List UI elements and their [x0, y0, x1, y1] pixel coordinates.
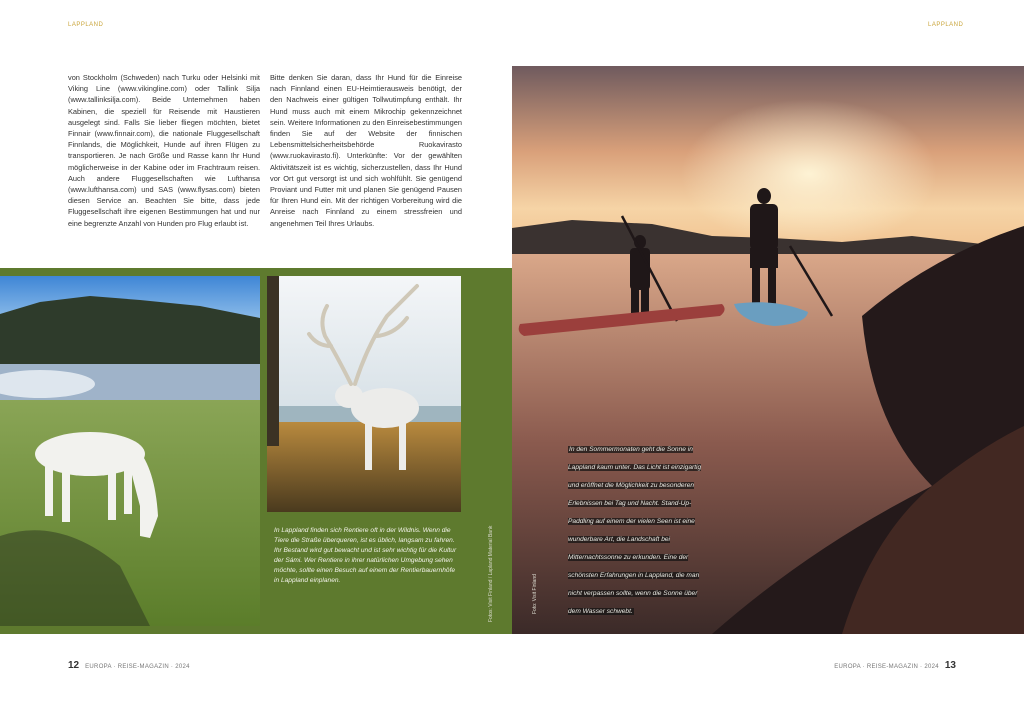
footer-text-left: EUROPA · REISE-MAGAZIN · 2024: [85, 664, 190, 670]
header-rubric-left: LAPPLAND: [68, 22, 104, 28]
footer-right: [834, 660, 956, 671]
credit-reindeer: Fotos: Visit Finland / Lapland Material Bank: [488, 525, 494, 622]
caption-reindeer: In Lappland finden sich Rentiere oft in der Wildnis. Wenn die Tiere die Straße überqueren, ist es üblich, langsam zu fahren. Ihr Bestand wird gut bewacht und ist sehr wichtig für die Kultur der Sámi. Wer Rentiere in ihrer natürlichen Umgebung sehen möchte, sollte einen Besuch auf einem der Rentierbauernhöfe in Lappland einplanen.: [274, 527, 457, 584]
photo-white-reindeer: [0, 276, 260, 626]
credit-sunset: Foto: Visit Finland: [532, 574, 538, 614]
footer-text-right: EUROPA · REISE-MAGAZIN · 2024: [834, 664, 939, 670]
header-rubric-right: LAPPLAND: [928, 22, 964, 28]
photo-antlered-reindeer: [267, 276, 461, 512]
article-column-2: Bitte denken Sie daran, dass Ihr Hund für die Einreise nach Finnland einen EU-Heimtierausweis benötigt, der den Nachweis einer gültigen Tollwutimpfung enthält. Ihr Hund muss auch mit einem Mikrochip gekennzeichnet sein. Weitere Informationen zu den Einreisebestimmungen finden Sie auf der Website der finnischen Lebensmittelsicherheitsbehörde Ruokavirasto (www.ruokavirasto.fi). Unterkünfte: Vor der gewählten Aktivitätszeit ist es wichtig, sicherzustellen, dass Ihr Hund vor Ort gut versorgt ist und sich wohlfühlt. Sie genügend Proviant und Futter mit und planen Sie genügend Pausen für Ihren Hund ein. Mit der richtigen Vorbereitung wird die Anreise nach Finnland zu einem stressfreien und angenehmen Teil Ihres Urlaubs.: [270, 73, 462, 228]
article-column-1: von Stockholm (Schweden) nach Turku oder Helsinki mit Viking Line (www.vikingline.com) oder Tallink Silja (www.tallinksilja.com). Beide Unternehmen haben Kabinen, die speziell für Reisende mit Haustieren ausgelegt sind. Falls Sie lieber fliegen möchten, bietet Finnair (www.finnair.com), die nationale Fluggesellschaft Finnlands, die Möglichkeit, Hunde auf ihren Flügen zu transportieren. Je nach Größe und Rasse kann Ihr Hund möglicherweise in der Kabine oder im Frachtraum reisen. Auch andere Fluggesellschaften wie Lufthansa (www.lufthansa.com) und SAS (www.flysas.com) bieten diesen Service an. Beachten Sie bitte, dass jede Fluggesellschaft ihre eigenen Bestimmungen hat und nur eine begrenzte Anzahl von Hunden pro Flug erlaubt ist.: [68, 73, 260, 228]
page-number-left: 12: [68, 660, 80, 671]
footer-left: [68, 660, 190, 671]
caption-sunset-text: In den Sommermonaten geht die Sonne in Lappland kaum unter. Das Licht ist einzigartig und eröffnet die Möglichkeit zu besonderen Erlebnissen bei Tag und Nacht. Stand-Up-Paddling auf einem der vielen Seen ist eine wunderbare Art, die Landschaft bei Mitternachtssonne zu erkunden. Eine der schönsten Erfahrungen in Lappland, die man nicht verpassen sollte, wenn die Sonne über dem Wasser schwebt.: [568, 446, 702, 615]
page-number-right: 13: [944, 660, 956, 671]
caption-sunset: [568, 438, 712, 618]
